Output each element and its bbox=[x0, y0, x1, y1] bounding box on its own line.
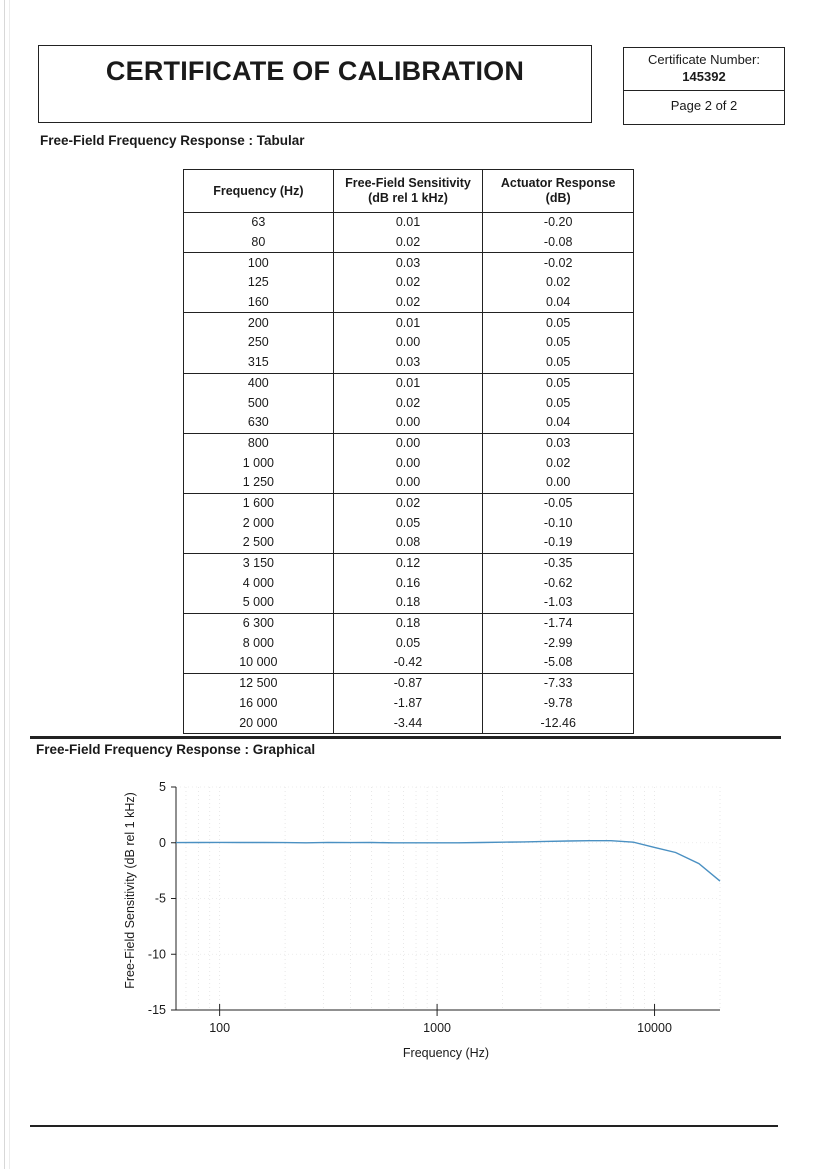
y-tick-label: -10 bbox=[147, 947, 166, 962]
cell-frequency: 630 bbox=[184, 413, 334, 433]
calibration-table bbox=[183, 169, 634, 734]
certificate-number-label: Certificate Number: bbox=[648, 52, 760, 67]
column-header-frequency: Frequency (Hz) bbox=[184, 170, 334, 213]
cell-sensitivity: -0.42 bbox=[333, 653, 483, 673]
graphical-heading: Free-Field Frequency Response : Graphical bbox=[36, 742, 316, 757]
cell-sensitivity: 0.02 bbox=[333, 293, 483, 313]
table-row bbox=[184, 293, 634, 313]
cell-actuator: -0.08 bbox=[483, 233, 634, 253]
cell-actuator: 0.02 bbox=[483, 273, 634, 293]
cell-sensitivity: 0.01 bbox=[333, 373, 483, 393]
cell-actuator: -1.03 bbox=[483, 593, 634, 613]
cell-actuator: -9.78 bbox=[483, 694, 634, 714]
cell-frequency: 5 000 bbox=[184, 593, 334, 613]
page-indicator: Page 2 of 2 bbox=[670, 98, 738, 113]
cell-frequency: 160 bbox=[184, 293, 334, 313]
cell-frequency: 125 bbox=[184, 273, 334, 293]
cell-sensitivity: 0.01 bbox=[333, 213, 483, 233]
cell-sensitivity: 0.00 bbox=[333, 333, 483, 353]
cell-actuator: -7.33 bbox=[483, 673, 634, 693]
cell-sensitivity: 0.16 bbox=[333, 573, 483, 593]
cell-actuator: -0.02 bbox=[483, 253, 634, 273]
section-divider bbox=[30, 736, 781, 739]
table-row bbox=[184, 553, 634, 573]
cell-actuator: 0.00 bbox=[483, 473, 634, 493]
cell-actuator: 0.04 bbox=[483, 293, 634, 313]
y-tick-label: 0 bbox=[159, 835, 166, 850]
document-title: CERTIFICATE OF CALIBRATION bbox=[105, 56, 525, 86]
column-header-sensitivity: Free-Field Sensitivity (dB rel 1 kHz) bbox=[333, 170, 483, 213]
cell-frequency: 1 600 bbox=[184, 493, 334, 513]
cell-actuator: 0.02 bbox=[483, 453, 634, 473]
column-header-actuator: Actuator Response (dB) bbox=[483, 170, 634, 213]
cell-sensitivity: 0.00 bbox=[333, 473, 483, 493]
title-box bbox=[38, 45, 592, 123]
cell-sensitivity: 0.00 bbox=[333, 433, 483, 453]
cell-actuator: -0.62 bbox=[483, 573, 634, 593]
cell-sensitivity: 0.18 bbox=[333, 613, 483, 633]
cell-actuator: 0.05 bbox=[483, 373, 634, 393]
table-row bbox=[184, 573, 634, 593]
frequency-response-chart bbox=[100, 770, 740, 1070]
cell-actuator: 0.04 bbox=[483, 413, 634, 433]
cell-frequency: 8 000 bbox=[184, 633, 334, 653]
cell-actuator: -0.20 bbox=[483, 213, 634, 233]
cell-frequency: 6 300 bbox=[184, 613, 334, 633]
table-row bbox=[184, 433, 634, 453]
cell-sensitivity: 0.01 bbox=[333, 313, 483, 333]
cell-frequency: 315 bbox=[184, 353, 334, 373]
cell-frequency: 800 bbox=[184, 433, 334, 453]
cell-actuator: -1.74 bbox=[483, 613, 634, 633]
cell-frequency: 2 500 bbox=[184, 533, 334, 553]
sensitivity-series-line bbox=[176, 841, 720, 881]
table-row bbox=[184, 213, 634, 233]
cell-actuator: -0.05 bbox=[483, 493, 634, 513]
footer-divider bbox=[30, 1125, 778, 1127]
table-row bbox=[184, 694, 634, 714]
cell-frequency: 500 bbox=[184, 393, 334, 413]
cell-frequency: 3 150 bbox=[184, 553, 334, 573]
page-edge-line bbox=[4, 0, 5, 1169]
x-tick-label: 1000 bbox=[423, 1021, 451, 1035]
cell-actuator: 0.03 bbox=[483, 433, 634, 453]
cell-actuator: -0.35 bbox=[483, 553, 634, 573]
cell-actuator: 0.05 bbox=[483, 313, 634, 333]
cell-actuator: -2.99 bbox=[483, 633, 634, 653]
cell-sensitivity: -3.44 bbox=[333, 713, 483, 733]
table-row bbox=[184, 613, 634, 633]
table-row bbox=[184, 313, 634, 333]
cell-frequency: 63 bbox=[184, 213, 334, 233]
cell-actuator: 0.05 bbox=[483, 333, 634, 353]
cell-sensitivity: 0.18 bbox=[333, 593, 483, 613]
cell-sensitivity: 0.03 bbox=[333, 353, 483, 373]
certificate-box bbox=[623, 47, 785, 125]
table-row bbox=[184, 253, 634, 273]
y-tick-label: 5 bbox=[159, 780, 166, 794]
tabular-heading: Free-Field Frequency Response : Tabular bbox=[40, 133, 305, 148]
table-row bbox=[184, 453, 634, 473]
table-row bbox=[184, 713, 634, 733]
cell-frequency: 100 bbox=[184, 253, 334, 273]
table-row bbox=[184, 493, 634, 513]
cell-sensitivity: 0.02 bbox=[333, 273, 483, 293]
table-row bbox=[184, 273, 634, 293]
cell-frequency: 80 bbox=[184, 233, 334, 253]
cell-actuator: -5.08 bbox=[483, 653, 634, 673]
table-body bbox=[184, 213, 634, 734]
cell-sensitivity: 0.05 bbox=[333, 513, 483, 533]
cell-sensitivity: -1.87 bbox=[333, 694, 483, 714]
cell-actuator: 0.05 bbox=[483, 393, 634, 413]
table-row bbox=[184, 533, 634, 553]
page-edge-line-faint bbox=[9, 0, 10, 1169]
cell-actuator: 0.05 bbox=[483, 353, 634, 373]
cell-sensitivity: 0.05 bbox=[333, 633, 483, 653]
cell-frequency: 20 000 bbox=[184, 713, 334, 733]
cell-sensitivity: 0.00 bbox=[333, 413, 483, 433]
table-row bbox=[184, 673, 634, 693]
table-row bbox=[184, 393, 634, 413]
cell-actuator: -12.46 bbox=[483, 713, 634, 733]
certificate-number: 145392 bbox=[682, 69, 726, 84]
cell-frequency: 200 bbox=[184, 313, 334, 333]
table-row bbox=[184, 373, 634, 393]
cell-frequency: 10 000 bbox=[184, 653, 334, 673]
y-tick-label: -5 bbox=[154, 891, 166, 906]
cell-frequency: 12 500 bbox=[184, 673, 334, 693]
cell-sensitivity: 0.02 bbox=[333, 233, 483, 253]
cell-sensitivity: 0.03 bbox=[333, 253, 483, 273]
cell-sensitivity: 0.12 bbox=[333, 553, 483, 573]
x-axis-title: Frequency (Hz) bbox=[402, 1046, 490, 1060]
cell-frequency: 1 000 bbox=[184, 453, 334, 473]
y-tick-label: -15 bbox=[147, 1003, 166, 1017]
certificate-number-cell bbox=[624, 48, 784, 91]
table-row bbox=[184, 413, 634, 433]
y-axis-title: Free-Field Sensitivity (dB rel 1 kHz) bbox=[123, 792, 137, 989]
x-tick-label: 100 bbox=[209, 1021, 231, 1035]
table-row bbox=[184, 353, 634, 373]
cell-frequency: 250 bbox=[184, 333, 334, 353]
table-row bbox=[184, 653, 634, 673]
table-row bbox=[184, 633, 634, 653]
cell-sensitivity: 0.02 bbox=[333, 393, 483, 413]
cell-actuator: -0.19 bbox=[483, 533, 634, 553]
table-row bbox=[184, 593, 634, 613]
table-header-row bbox=[184, 170, 634, 213]
table-row bbox=[184, 473, 634, 493]
cell-sensitivity: 0.00 bbox=[333, 453, 483, 473]
cell-frequency: 1 250 bbox=[184, 473, 334, 493]
table-row bbox=[184, 333, 634, 353]
cell-actuator: -0.10 bbox=[483, 513, 634, 533]
cell-sensitivity: -0.87 bbox=[333, 673, 483, 693]
table-row bbox=[184, 513, 634, 533]
cell-frequency: 4 000 bbox=[184, 573, 334, 593]
x-tick-label: 10000 bbox=[637, 1021, 672, 1035]
cell-sensitivity: 0.02 bbox=[333, 493, 483, 513]
cell-frequency: 400 bbox=[184, 373, 334, 393]
cell-frequency: 2 000 bbox=[184, 513, 334, 533]
table-row bbox=[184, 233, 634, 253]
cell-sensitivity: 0.08 bbox=[333, 533, 483, 553]
cell-frequency: 16 000 bbox=[184, 694, 334, 714]
